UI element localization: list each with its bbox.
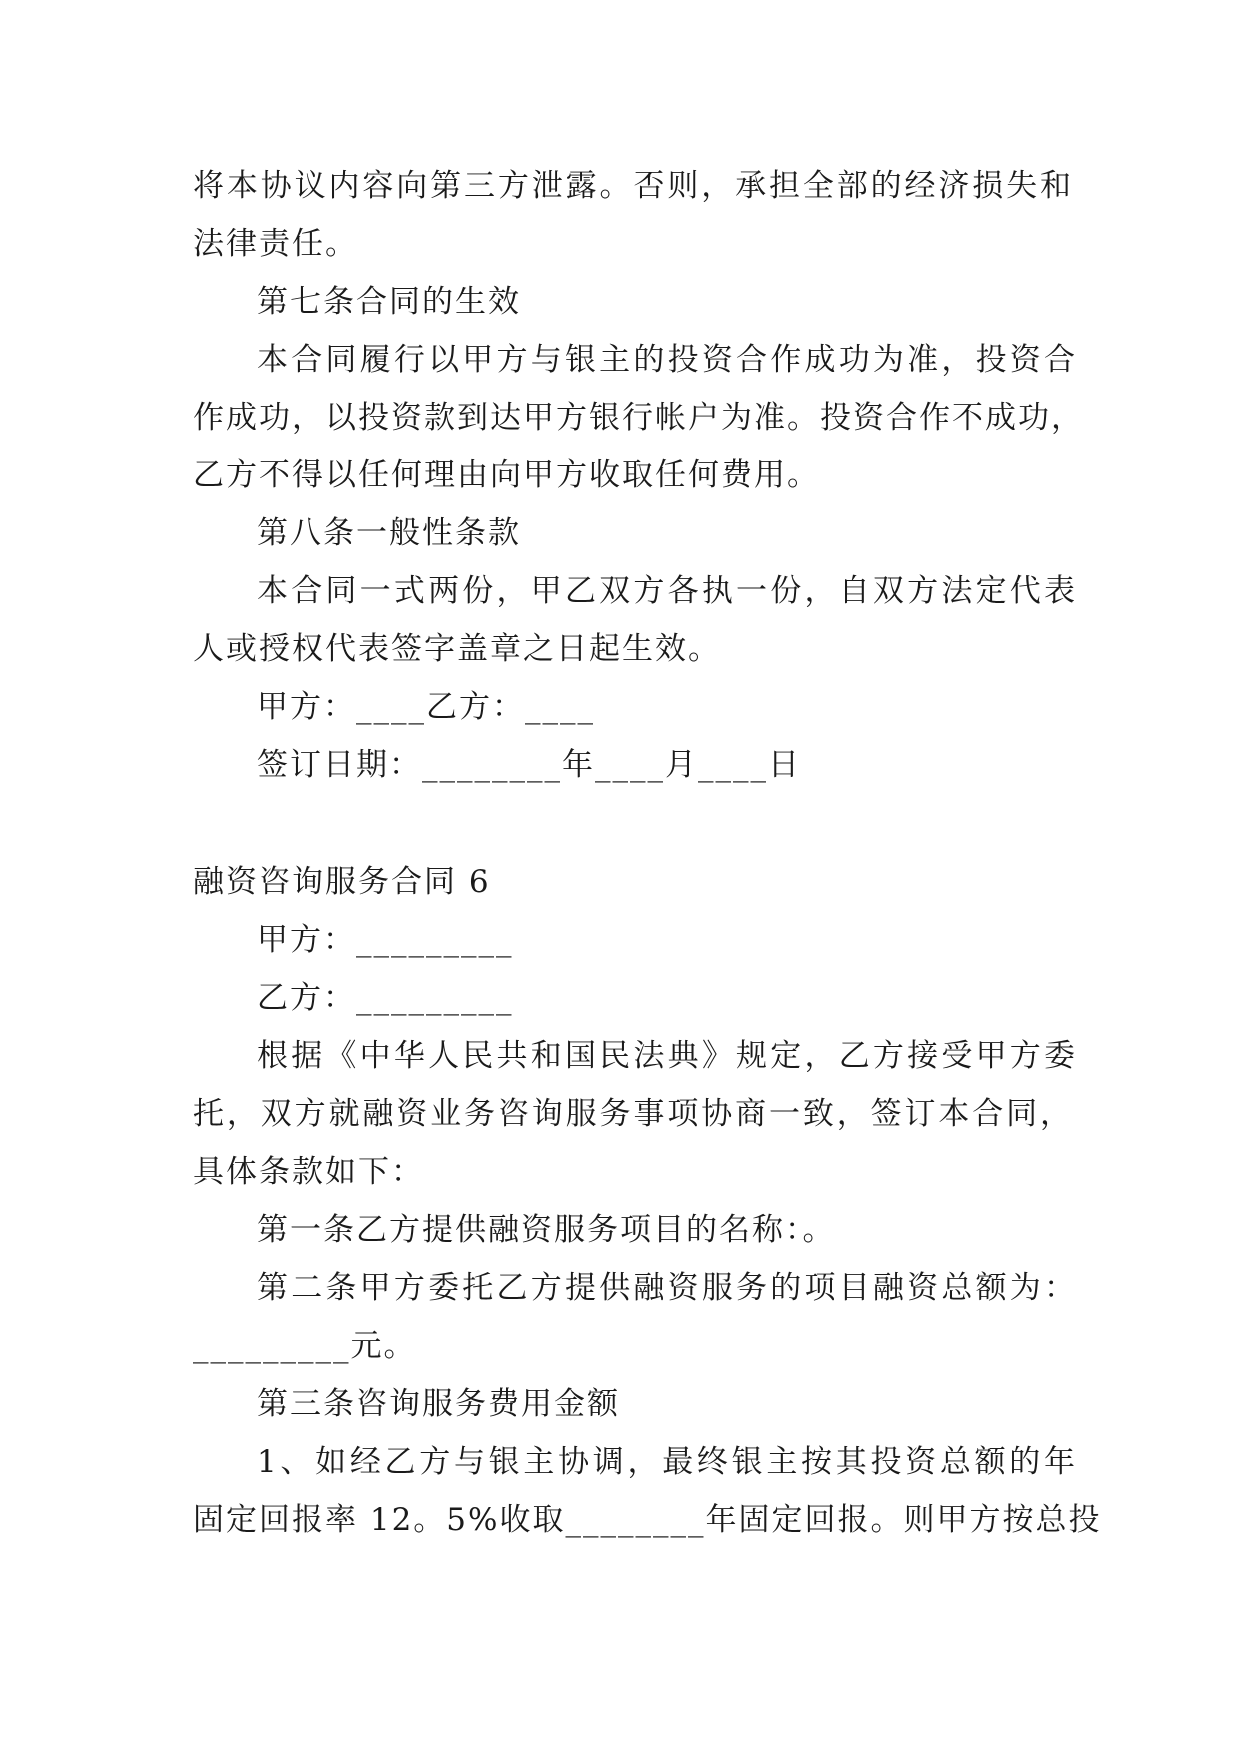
paragraph-line: 本合同一式两份，甲乙双方各执一份，自双方法定代表: [257, 573, 1077, 609]
party-a-line: 甲方：_________: [257, 922, 514, 958]
paragraph-line: 第一条乙方提供融资服务项目的名称：。: [257, 1212, 836, 1248]
section-heading: 第三条咨询服务费用金额: [257, 1386, 620, 1422]
paragraph-line: 作成功，以投资款到达甲方银行帐户为准。投资合作不成功，: [193, 400, 1084, 436]
paragraph-line: 人或授权代表签字盖章之日起生效。: [193, 631, 721, 667]
contract-title: 融资咨询服务合同 6: [193, 864, 491, 900]
section-heading: 第七条合同的生效: [257, 284, 521, 320]
paragraph-line: 具体条款如下：: [193, 1154, 424, 1190]
signature-line: 甲方：____乙方：____: [257, 689, 595, 725]
paragraph-line: 乙方不得以任何理由向甲方收取任何费用。: [193, 457, 820, 493]
paragraph-line: _________元。: [193, 1328, 417, 1364]
paragraph-line: 根据《中华人民共和国民法典》规定，乙方接受甲方委: [257, 1038, 1077, 1074]
paragraph-line: 将本协议内容向第三方泄露。否则，承担全部的经济损失和: [193, 168, 1073, 204]
date-line: 签订日期：________年____月____日: [257, 747, 801, 783]
paragraph-line: 固定回报率 12。5%收取________年固定回报。则甲方按总投: [193, 1502, 1102, 1538]
paragraph-line: 托，双方就融资业务咨询服务事项协商一致，签订本合同，: [193, 1096, 1073, 1132]
party-b-line: 乙方：_________: [257, 980, 514, 1016]
paragraph-line: 1、如经乙方与银主协调，最终银主按其投资总额的年: [257, 1444, 1077, 1480]
paragraph-line: 第二条甲方委托乙方提供融资服务的项目融资总额为：: [257, 1270, 1077, 1306]
section-heading: 第八条一般性条款: [257, 515, 521, 551]
paragraph-line: 本合同履行以甲方与银主的投资合作成功为准，投资合: [257, 342, 1077, 378]
paragraph-line: 法律责任。: [193, 226, 358, 262]
